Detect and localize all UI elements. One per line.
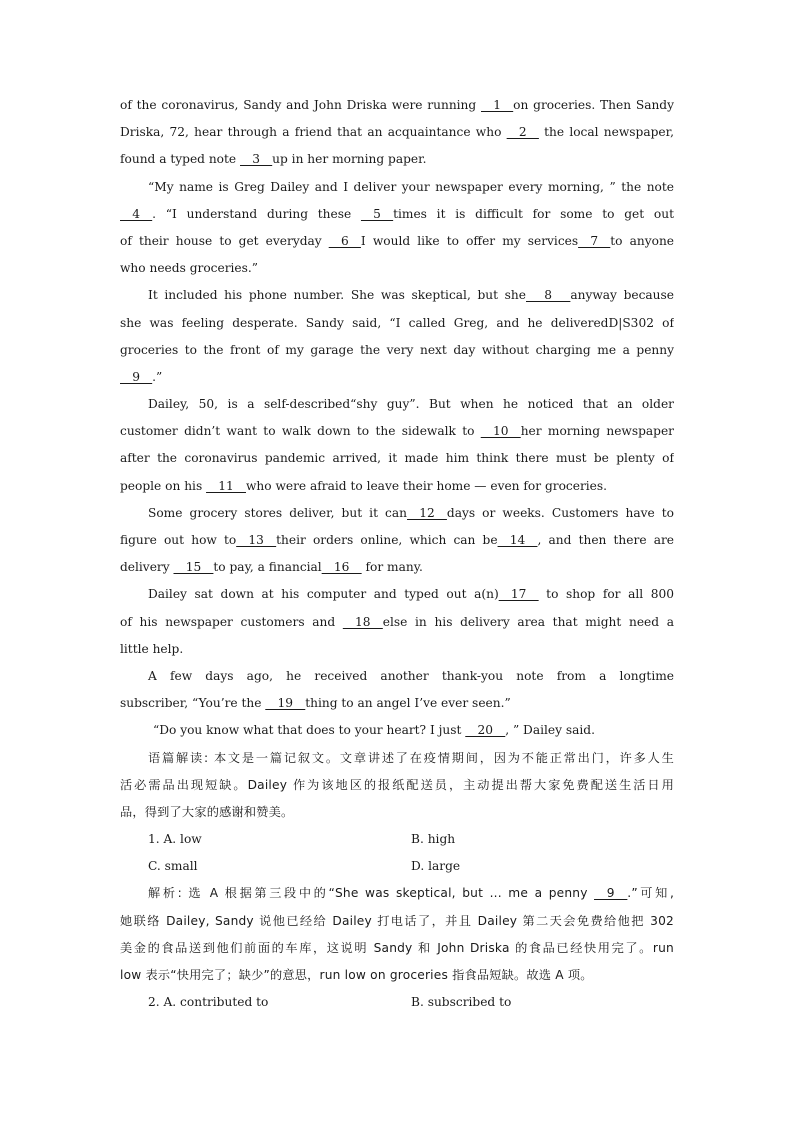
answer-blank: __1__ (481, 98, 514, 112)
passage-line (120, 337, 674, 364)
text-run: Driska, 72, hear through a friend that an acquaintance who (120, 125, 507, 140)
text-run: anyway because (570, 288, 674, 303)
passage-line (120, 255, 674, 282)
q1_analysis-line (120, 935, 674, 962)
text-run: It included his phone number. She was skeptical, but she (148, 288, 526, 303)
passage-line (120, 473, 674, 500)
q1_analysis-line (120, 908, 674, 935)
text-run: delivery (120, 560, 174, 575)
answer-blank: __6__ (328, 233, 361, 248)
passage-line (120, 282, 674, 309)
passage-line (120, 201, 674, 228)
question-1-options (120, 826, 674, 880)
answer-option: B. high (411, 832, 456, 847)
passage-line (120, 228, 674, 255)
passage-line (120, 364, 674, 391)
answer-blank: __12__ (407, 505, 447, 520)
passage-line (120, 391, 674, 418)
answer-blank: __19__ (265, 696, 306, 711)
text-run: of their house to get everyday (120, 233, 329, 248)
text-run: , and then there are (537, 533, 674, 547)
document-page (120, 92, 674, 1016)
passage-line (120, 174, 674, 201)
text-run: Some grocery stores deliver, but it can (148, 505, 407, 520)
text-run: 品，得到了大家的感谢和赞美。 (120, 804, 294, 819)
text-run: Dailey sat down at his computer and typed out a(n) (148, 587, 499, 602)
text-run: her morning newspaper (520, 424, 674, 439)
passage-line (120, 527, 674, 554)
answer-blank: __20__ (465, 723, 506, 738)
text-run: .” (152, 369, 163, 384)
passage-line (120, 554, 674, 581)
answer-blank: __18__ (342, 614, 383, 629)
answer-blank: __16__ (321, 560, 362, 575)
text-run: . “I understand during these (152, 206, 361, 221)
text-run: to anyone (610, 233, 674, 248)
text-run: up in her morning paper. (272, 152, 427, 167)
question-1-analysis (120, 880, 674, 989)
text-run: “My name is Greg Dailey and I deliver your newspaper every morning, ” the note (148, 179, 674, 194)
text-run: of his newspaper customers and (120, 614, 343, 629)
text-run: people on his (120, 478, 207, 493)
passage-line (120, 500, 674, 527)
text-run: little help. (120, 641, 184, 656)
passage-line (120, 663, 674, 690)
answer-option: 2. A. contributed to (148, 995, 269, 1010)
text-run: on groceries. Then Sandy (513, 98, 674, 112)
passage-line (120, 609, 674, 636)
text-run: the local newspaper, (538, 125, 674, 140)
passage-summary (120, 745, 674, 827)
text-run: customer didn’t want to walk down to the sidewalk to (120, 424, 481, 439)
text-run: of the coronavirus, Sandy and John Driska were running (120, 98, 482, 112)
passage-line (120, 690, 674, 717)
passage-line (120, 445, 674, 472)
q1_analysis-line (120, 962, 674, 989)
answer-blank: __4__ (120, 206, 153, 221)
text-run: after the coronavirus pandemic arrived, it made him think there must be plenty of (120, 451, 674, 466)
passage (120, 92, 674, 745)
text-run: for many. (361, 560, 423, 575)
answer-blank: __14__ (497, 533, 538, 547)
answer-blank: ___8___ (526, 288, 571, 303)
text-run: to pay, a financial (213, 560, 322, 575)
answer-blank: __5__ (360, 206, 394, 221)
text-run: low 表示“快用完了；缺少”的意思，run low on groceries 指食品短缺。故选 A 项。 (120, 968, 593, 982)
text-run: found a typed note (120, 152, 241, 167)
text-run: subscriber, “You’re the (120, 696, 266, 711)
answer-blank: __11__ (206, 478, 246, 493)
text-run: , ” Dailey said. (505, 723, 595, 738)
text-run: I would like to offer my services (360, 233, 579, 248)
answer-blank: __2__ (506, 125, 539, 140)
passage-line (120, 636, 674, 663)
summary-line (120, 772, 674, 799)
answer-option: C. small (148, 859, 198, 874)
text-run: times it is difficult for some to get out (393, 206, 674, 221)
answer-blank: __7__ (578, 233, 611, 248)
passage-line (120, 418, 674, 445)
text-run: thing to an angel I’ve ever seen.” (305, 696, 511, 711)
text-run: days or weeks. Customers have to (446, 505, 674, 520)
text-run: 解析: 选 A 根据第三段中的“She was skeptical, but ... me a penny (148, 886, 595, 901)
text-run: A few days ago, he received another thank-you note from a longtime (148, 668, 674, 683)
text-run: “Do you know what that does to your heart? I just (153, 723, 466, 738)
answer-option: 1. A. low (148, 832, 202, 847)
passage-line (120, 119, 674, 146)
text-run: their orders online, which can be (276, 533, 498, 547)
text-run: who needs groceries.” (120, 261, 258, 276)
answer-blank: __10__ (480, 424, 521, 439)
question-2-options (120, 989, 674, 1016)
option-row (120, 826, 674, 853)
option-row (120, 989, 674, 1016)
text-run: 语篇解读: 本文是一篇记叙文。文章讲述了在疫情期间，因为不能正常出门，许多人生 (148, 750, 674, 765)
passage-line (120, 717, 674, 744)
text-run: who were afraid to leave their home — even for groceries. (245, 478, 608, 493)
summary-line (120, 799, 674, 826)
text-run: groceries to the front of my garage the very next day without charging me a penny (120, 342, 674, 357)
text-run: to shop for all 800 (538, 587, 674, 602)
q1_analysis-line (120, 880, 674, 907)
text-run: 美金的食品送到他们前面的车库，这说明 Sandy 和 John Driska 的食品已经快用完了。run (120, 940, 674, 955)
answer-option: D. large (411, 859, 461, 874)
answer-blank: __13__ (236, 533, 277, 547)
text-run: figure out how to (120, 533, 237, 547)
text-run: .”可知, (627, 886, 674, 901)
answer-blank: __9__ (120, 369, 153, 384)
passage-line (120, 146, 674, 173)
answer-option: B. subscribed to (411, 995, 512, 1010)
text-run: 活必需品出现短缺。Dailey 作为该地区的报纸配送员，主动提出帮大家免费配送生活日用 (120, 777, 674, 792)
text-run: else in his delivery area that might need a (382, 614, 674, 629)
passage-line (120, 310, 674, 337)
passage-line (120, 92, 674, 119)
answer-blank: __9__ (594, 886, 628, 901)
text-run: Dailey, 50, is a self-described“shy guy”. But when he noticed that an older (148, 397, 674, 412)
text-run: 她联络 Dailey, Sandy 说他已经给 Dailey 打电话了，并且 Dailey 第二天会免费给他把 302 (120, 913, 674, 928)
answer-blank: __17__ (498, 587, 539, 602)
answer-blank: __15__ (173, 560, 214, 575)
option-row (120, 853, 674, 880)
answer-blank: __3__ (240, 152, 273, 167)
passage-line (120, 581, 674, 608)
summary-line (120, 745, 674, 772)
text-run: she was feeling desperate. Sandy said, “I called Greg, and he deliveredD|S302 of (120, 315, 674, 330)
